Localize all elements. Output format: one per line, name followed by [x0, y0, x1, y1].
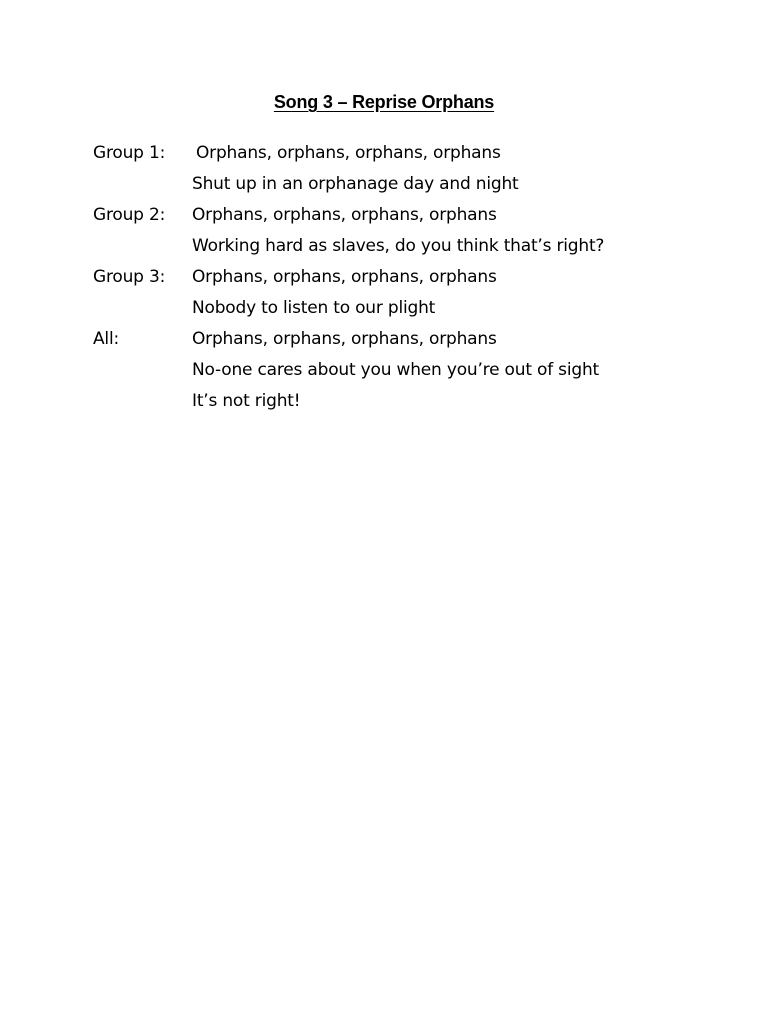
lyric-line [93, 231, 733, 262]
lyric-line [93, 262, 733, 293]
lyric-line [93, 324, 733, 355]
lyric-text: Orphans, orphans, orphans, orphans [196, 143, 501, 163]
lyric-line [93, 138, 733, 169]
lyric-line [93, 200, 733, 231]
lyric-text: Working hard as slaves, do you think that’s right? [192, 236, 605, 256]
lyric-text: No-one cares about you when you’re out of sight [192, 360, 599, 380]
song-title-text: Song 3 – Reprise Orphans [273, 92, 495, 112]
song-title [0, 90, 768, 114]
lyric-text: Orphans, orphans, orphans, orphans [192, 267, 497, 287]
speaker-label: Group 1: [93, 143, 166, 163]
speaker-label: Group 2: [93, 205, 166, 225]
lyric-line [93, 169, 733, 200]
lyric-text: It’s not right! [192, 391, 301, 411]
lyric-line [93, 386, 733, 417]
lyrics-block [93, 138, 733, 417]
lyric-text: Orphans, orphans, orphans, orphans [192, 329, 497, 349]
speaker-label: All: [93, 329, 120, 349]
lyric-text: Orphans, orphans, orphans, orphans [192, 205, 497, 225]
lyric-text: Nobody to listen to our plight [192, 298, 436, 318]
speaker-label: Group 3: [93, 267, 166, 287]
lyric-line [93, 355, 733, 386]
lyric-line [93, 293, 733, 324]
lyric-text: Shut up in an orphanage day and night [192, 174, 519, 194]
